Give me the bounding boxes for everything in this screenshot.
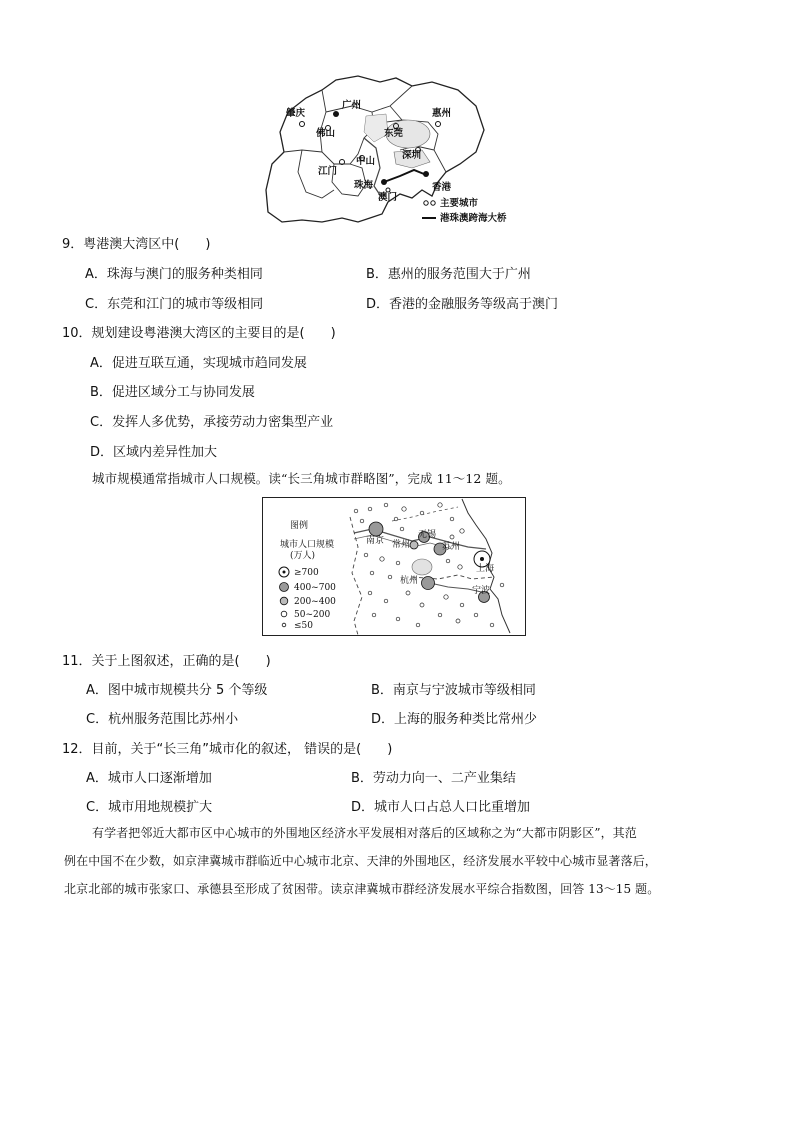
city-hongkong: 香港: [432, 182, 452, 193]
yangtze-delta-map: [262, 497, 526, 636]
q9-stem: 9．粤港澳大湾区中( ): [62, 237, 211, 252]
intro-metro-shadow-line1: 有学者把邻近大都市区中心城市的外围地区经济水平发展相对落后的区域称之为“大都市阴影区”，其范: [92, 826, 637, 840]
city-dongguan: 东莞: [384, 128, 404, 139]
legend-main-city: 主要城市: [440, 198, 479, 209]
city-zhongshan: 中山: [356, 156, 376, 167]
city-huizhou: 惠州: [432, 108, 452, 119]
q9-option-b[interactable]: B．惠州的服务范围大于广州: [366, 267, 531, 282]
q11-option-b[interactable]: B．南京与宁波城市等级相同: [371, 683, 536, 698]
q9-option-d[interactable]: D．香港的金融服务等级高于澳门: [366, 297, 559, 312]
q12-option-a[interactable]: A．城市人口逐渐增加: [86, 771, 212, 786]
city2-ningbo: 宁波: [472, 586, 491, 596]
q9-option-a[interactable]: A．珠海与澳门的服务种类相同: [85, 267, 263, 282]
city2-hangzhou: 杭州: [400, 576, 419, 586]
city-shenzhen: 深圳: [402, 150, 422, 161]
q11-option-d[interactable]: D．上海的服务种类比常州少: [371, 712, 538, 727]
q10-option-a[interactable]: A．促进互联互通，实现城市趋同发展: [90, 356, 307, 371]
q11-option-c[interactable]: C．杭州服务范围比苏州小: [86, 712, 239, 727]
city2-suzhou: 苏州: [442, 542, 461, 552]
q11-option-a[interactable]: A．图中城市规模共分 5 个等级: [86, 683, 268, 698]
legend2-title: 图例: [290, 521, 309, 531]
legend2-level-4: 50~200: [294, 610, 331, 620]
city-jiangmen: 江门: [318, 166, 338, 177]
city2-nanjing: 南京: [366, 536, 385, 546]
intro-metro-shadow-line3: 北京北部的城市张家口、承德县至形成了贫困带。读京津冀城市群经济发展水平综合指数图，回答 13～15 题。: [64, 882, 660, 896]
legend2-subtitle: 城市人口规模: [280, 540, 335, 550]
city2-shanghai: 上海: [476, 564, 495, 574]
q11-stem: 11．关于上图叙述，正确的是( ): [62, 654, 271, 669]
city-zhaoqing: 肇庆: [286, 108, 306, 119]
city-foshan: 佛山: [316, 128, 336, 139]
legend2-level-5: ≤50: [294, 621, 313, 631]
legend2-level-2: 400~700: [294, 583, 336, 593]
q10-option-b[interactable]: B．促进区域分工与协同发展: [90, 385, 255, 400]
q9-option-c[interactable]: C．东莞和江门的城市等级相同: [85, 297, 264, 312]
q12-option-b[interactable]: B．劳动力向一、二产业集结: [351, 771, 516, 786]
bridge-line: [384, 170, 424, 182]
city-guangzhou: 广州: [342, 100, 362, 111]
q10-option-d[interactable]: D．区域内差异性加大: [90, 445, 218, 460]
q10-option-c[interactable]: C．发挥人多优势，承接劳动力密集型产业: [90, 415, 334, 430]
city2-wuxi: 无锡: [418, 530, 437, 540]
q10-stem: 10．规划建设粤港澳大湾区的主要目的是( ): [62, 326, 336, 341]
q12-option-d[interactable]: D．城市人口占总人口比重增加: [351, 800, 531, 815]
city-macau: 澳门: [378, 192, 398, 203]
city2-changzhou: 常州: [392, 540, 411, 550]
intro-yangtze-delta: 城市规模通常指城市人口规模。读“长三角城市群略图”，完成 11～12 题。: [92, 471, 511, 486]
legend-bridge: 港珠澳跨海大桥: [440, 213, 507, 224]
q12-stem: 12．目前，关于“长三角”城市化的叙述， 错误的是( ): [62, 742, 393, 757]
legend2-level-1: ≥700: [294, 568, 319, 578]
legend2-level-3: 200~400: [294, 597, 336, 607]
q12-option-c[interactable]: C．城市用地规模扩大: [86, 800, 213, 815]
bay-area-map: [262, 72, 507, 228]
city-zhuhai: 珠海: [354, 180, 374, 191]
intro-metro-shadow-line2: 例在中国不在少数，如京津冀城市群临近中心城市北京、天津的外围地区，经济发展水平较中心城市显著落后，: [64, 854, 657, 868]
legend2-unit: (万人): [290, 551, 316, 561]
